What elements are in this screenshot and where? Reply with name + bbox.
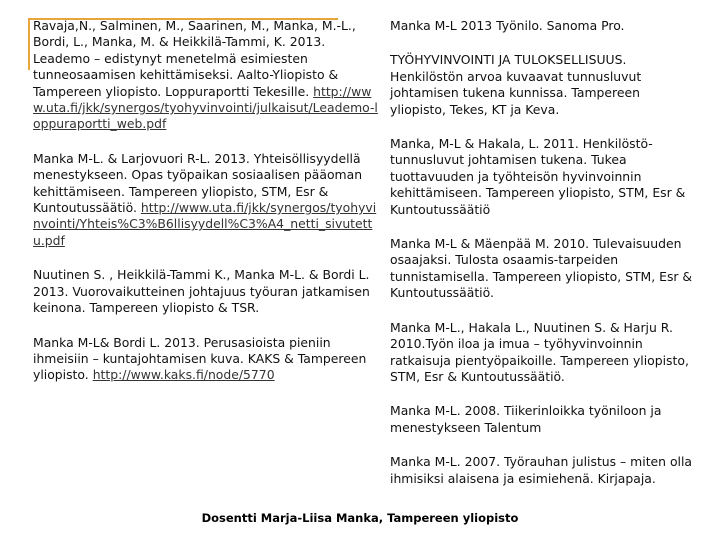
reference-text: Nuutinen S. , Heikkilä-Tammi K., Manka M-L. & Bordi L. 2013. Vuorovaikutteinen johtajuus työuran jatkamisen keinona. Tampereen yliopisto & TSR. (33, 267, 370, 316)
reference-item (33, 335, 378, 384)
footer-author-line: Dosentti Marja-Liisa Manka, Tampereen yliopisto (201, 511, 519, 525)
reference-text: Ravaja,N., Salminen, M., Saarinen, M., Manka, M.-L., Bordi, L., Manka, M. & Heikkilä-Tammi, K. 2013. Leademo – edistynyt menetelmä esimiesten tunneosaamisen kehittämiseksi. Aalto-Yliopisto & Tampereen yliopisto. Loppuraportti Tekesille. (33, 18, 356, 99)
reference-item (33, 151, 378, 249)
reference-item: Manka M-L. 2008. Tiikerinloikka työniloon ja menestykseen Talentum (390, 403, 662, 435)
reference-item (33, 267, 378, 316)
reference-item: TYÖHYVINVOINTI JA TULOKSELLISUUS. Henkilöstön arvoa kuvaavat tunnusluvut johtamisen tukena kunnissa. Tampereen yliopisto, Tekes, KT ja Keva. (390, 52, 642, 117)
reference-item: Manka, M-L & Hakala, L. 2011. Henkilöstö- tunnusluvut johtamisen tukena. Tukea tuottavuuden ja työhteisön hyvinvoinnin kehittämiseen. Tampereen yliopisto, STM, Esr & Kuntoutussäätiö (390, 136, 686, 217)
right-reference-column (390, 18, 695, 487)
reference-item: Manka M-L & Mäenpää M. 2010. Tulevaisuuden osaajaksi. Tulosta osaamis-tarpeiden tunnistamisella. Tampereen yliopisto, STM, Esr & Kuntoutussäätiö. (390, 236, 693, 301)
reference-item: Manka M-L. 2007. Työrauhan julistus – miten olla ihmisiksi alaisena ja esimiehenä. Kirjapaja. (390, 454, 693, 486)
reference-link[interactable]: http://www.uta.fi/jkk/synergos/tyohyvinvointi/Yhteis%C3%B6llisyydell%C3%A4_netti_sivutettu.pdf (33, 200, 377, 248)
reference-text: Manka M-L& Bordi L. 2013. Perusasioista pieniin ihmeisiin – kuntajohtamisen kuva. KAKS & Tampereen yliopisto. (33, 334, 367, 383)
reference-link[interactable]: http://www.kaks.fi/node/5770 (92, 367, 275, 383)
reference-item: Manka M-L 2013 Työnilo. Sanoma Pro. (390, 18, 625, 33)
corner-accent-line-vertical (28, 18, 30, 70)
reference-item (33, 18, 378, 133)
reference-item: Manka M-L., Hakala L., Nuutinen S. & Harju R. 2010.Työn iloa ja imua – työhyvinvoinnin ratkaisuja pientyöpaikoille. Tampereen yliopisto, STM, Esr & Kuntoutussäätiö. (390, 319, 689, 384)
left-reference-column (33, 18, 378, 384)
reference-link[interactable]: http://www.uta.fi/jkk/synergos/tyohyvinvointi/julkaisut/Leademo-loppuraportti_web.pdf (33, 83, 378, 132)
reference-text: Manka M-L. & Larjovuori R-L. 2013. Yhteisöllisyydellä menestykseen. Opas työpaikan sosiaalisen pääoman kehittämiseen. Tampereen yliopisto, STM, Esr & Kuntoutussäätiö. (33, 150, 363, 216)
